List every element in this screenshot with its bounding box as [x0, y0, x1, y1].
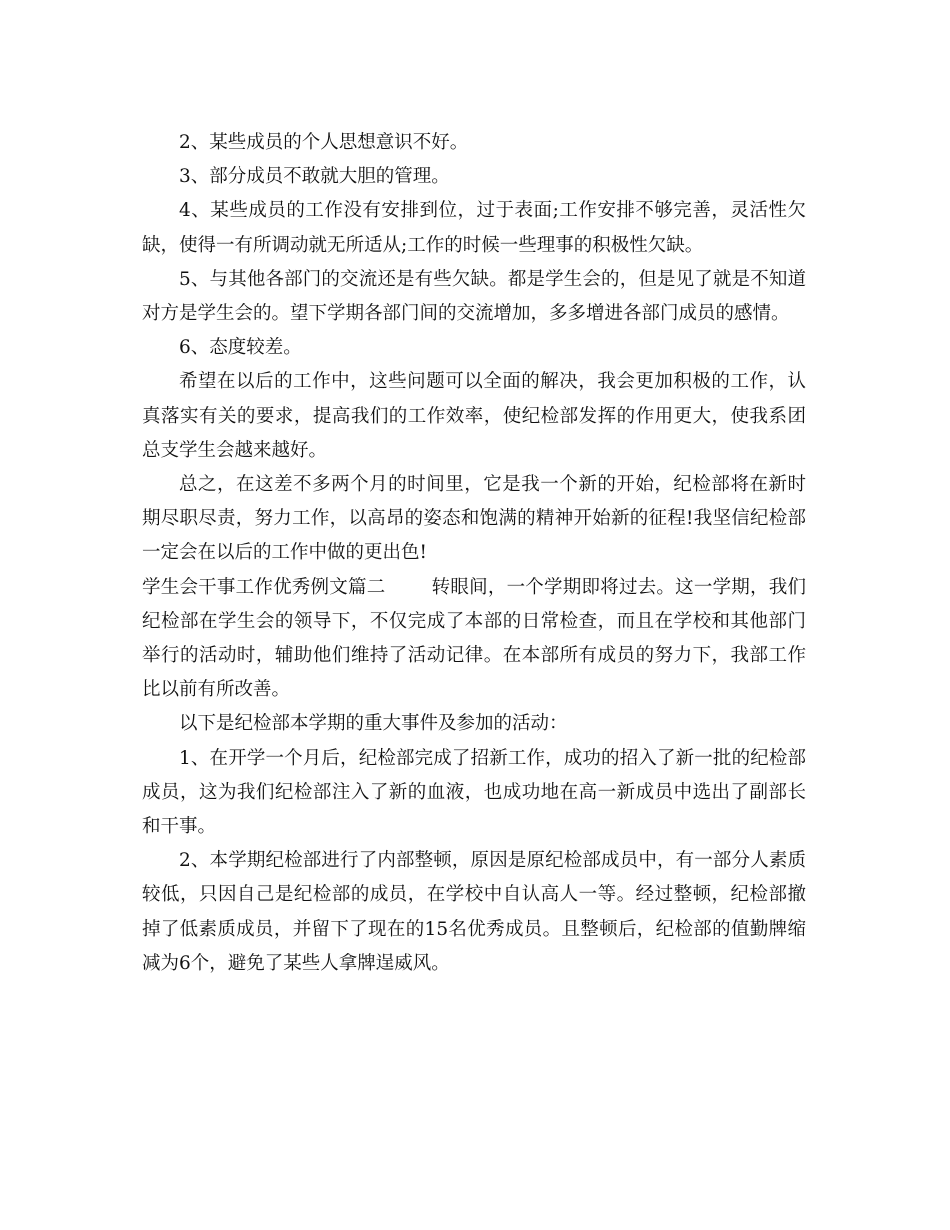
paragraph-issue-3: 3、部分成员不敢就大胆的管理。 [179, 166, 450, 188]
paragraph-issue-6: 6、态度较差。 [179, 337, 302, 359]
paragraph-issue-2: 2、某些成员的个人思想意识不好。 [179, 132, 469, 153]
section-two-opening [142, 571, 806, 708]
paragraph-issue-5: 5、与其他各部门的交流还是有些欠缺。都是学生会的，但是见了就是不知道对方是学生会的。望下学期各部门间的交流增加，多多增进各部门成员的感情。 [142, 268, 806, 325]
section-intro: 转眼间，一个学期即将过去。这一学期，我们纪检部在学生会的领导下，不仅完成了本部的日常检查，而且在学校和其他部门举行的活动时，辅助他们维持了活动记律。在本部所有成员的努力下，我部工作比以前有所改善。 [142, 576, 806, 701]
section-title: 学生会干事工作优秀例文篇二 [142, 576, 386, 598]
document-body [142, 126, 806, 981]
paragraph-event-2: 2、本学期纪检部进行了内部整顿，原因是原纪检部成员中，有一部分人素质较低，只因自己是纪检部的成员，在学校中自认高人一等。经过整顿，纪检部撤掉了低素质成员，并留下了现在的15名优秀成员。且整顿后，纪检部的值勤牌缩减为6个，避免了某些人拿牌逞威风。 [142, 850, 806, 974]
paragraph-events-intro: 以下是纪检部本学期的重大事件及参加的活动： [179, 713, 568, 735]
paragraph-event-1: 1、在开学一个月后，纪检部完成了招新工作，成功的招入了新一批的纪检部成员，这为我们纪检部注入了新的血液，也成功地在高一新成员中选出了副部长和干事。 [142, 747, 806, 838]
paragraph-issue-4: 4、某些成员的工作没有安排到位，过于表面;工作安排不够完善，灵活性欠缺，使得一有所调动就无所适从;工作的时候一些理事的积极性欠缺。 [142, 200, 806, 256]
paragraph-conclusion: 总之，在这差不多两个月的时间里，它是我一个新的开始，纪检部将在新时期尽职尽责，努力工作，以高昂的姿态和饱满的精神开始新的征程!我坚信纪检部一定会在以后的工作中做的更出色! [142, 474, 806, 564]
paragraph-hope: 希望在以后的工作中，这些问题可以全面的解决，我会更加积极的工作，认真落实有关的要求，提高我们的工作效率，使纪检部发挥的作用更大，使我系团总支学生会越来越好。 [142, 371, 806, 461]
